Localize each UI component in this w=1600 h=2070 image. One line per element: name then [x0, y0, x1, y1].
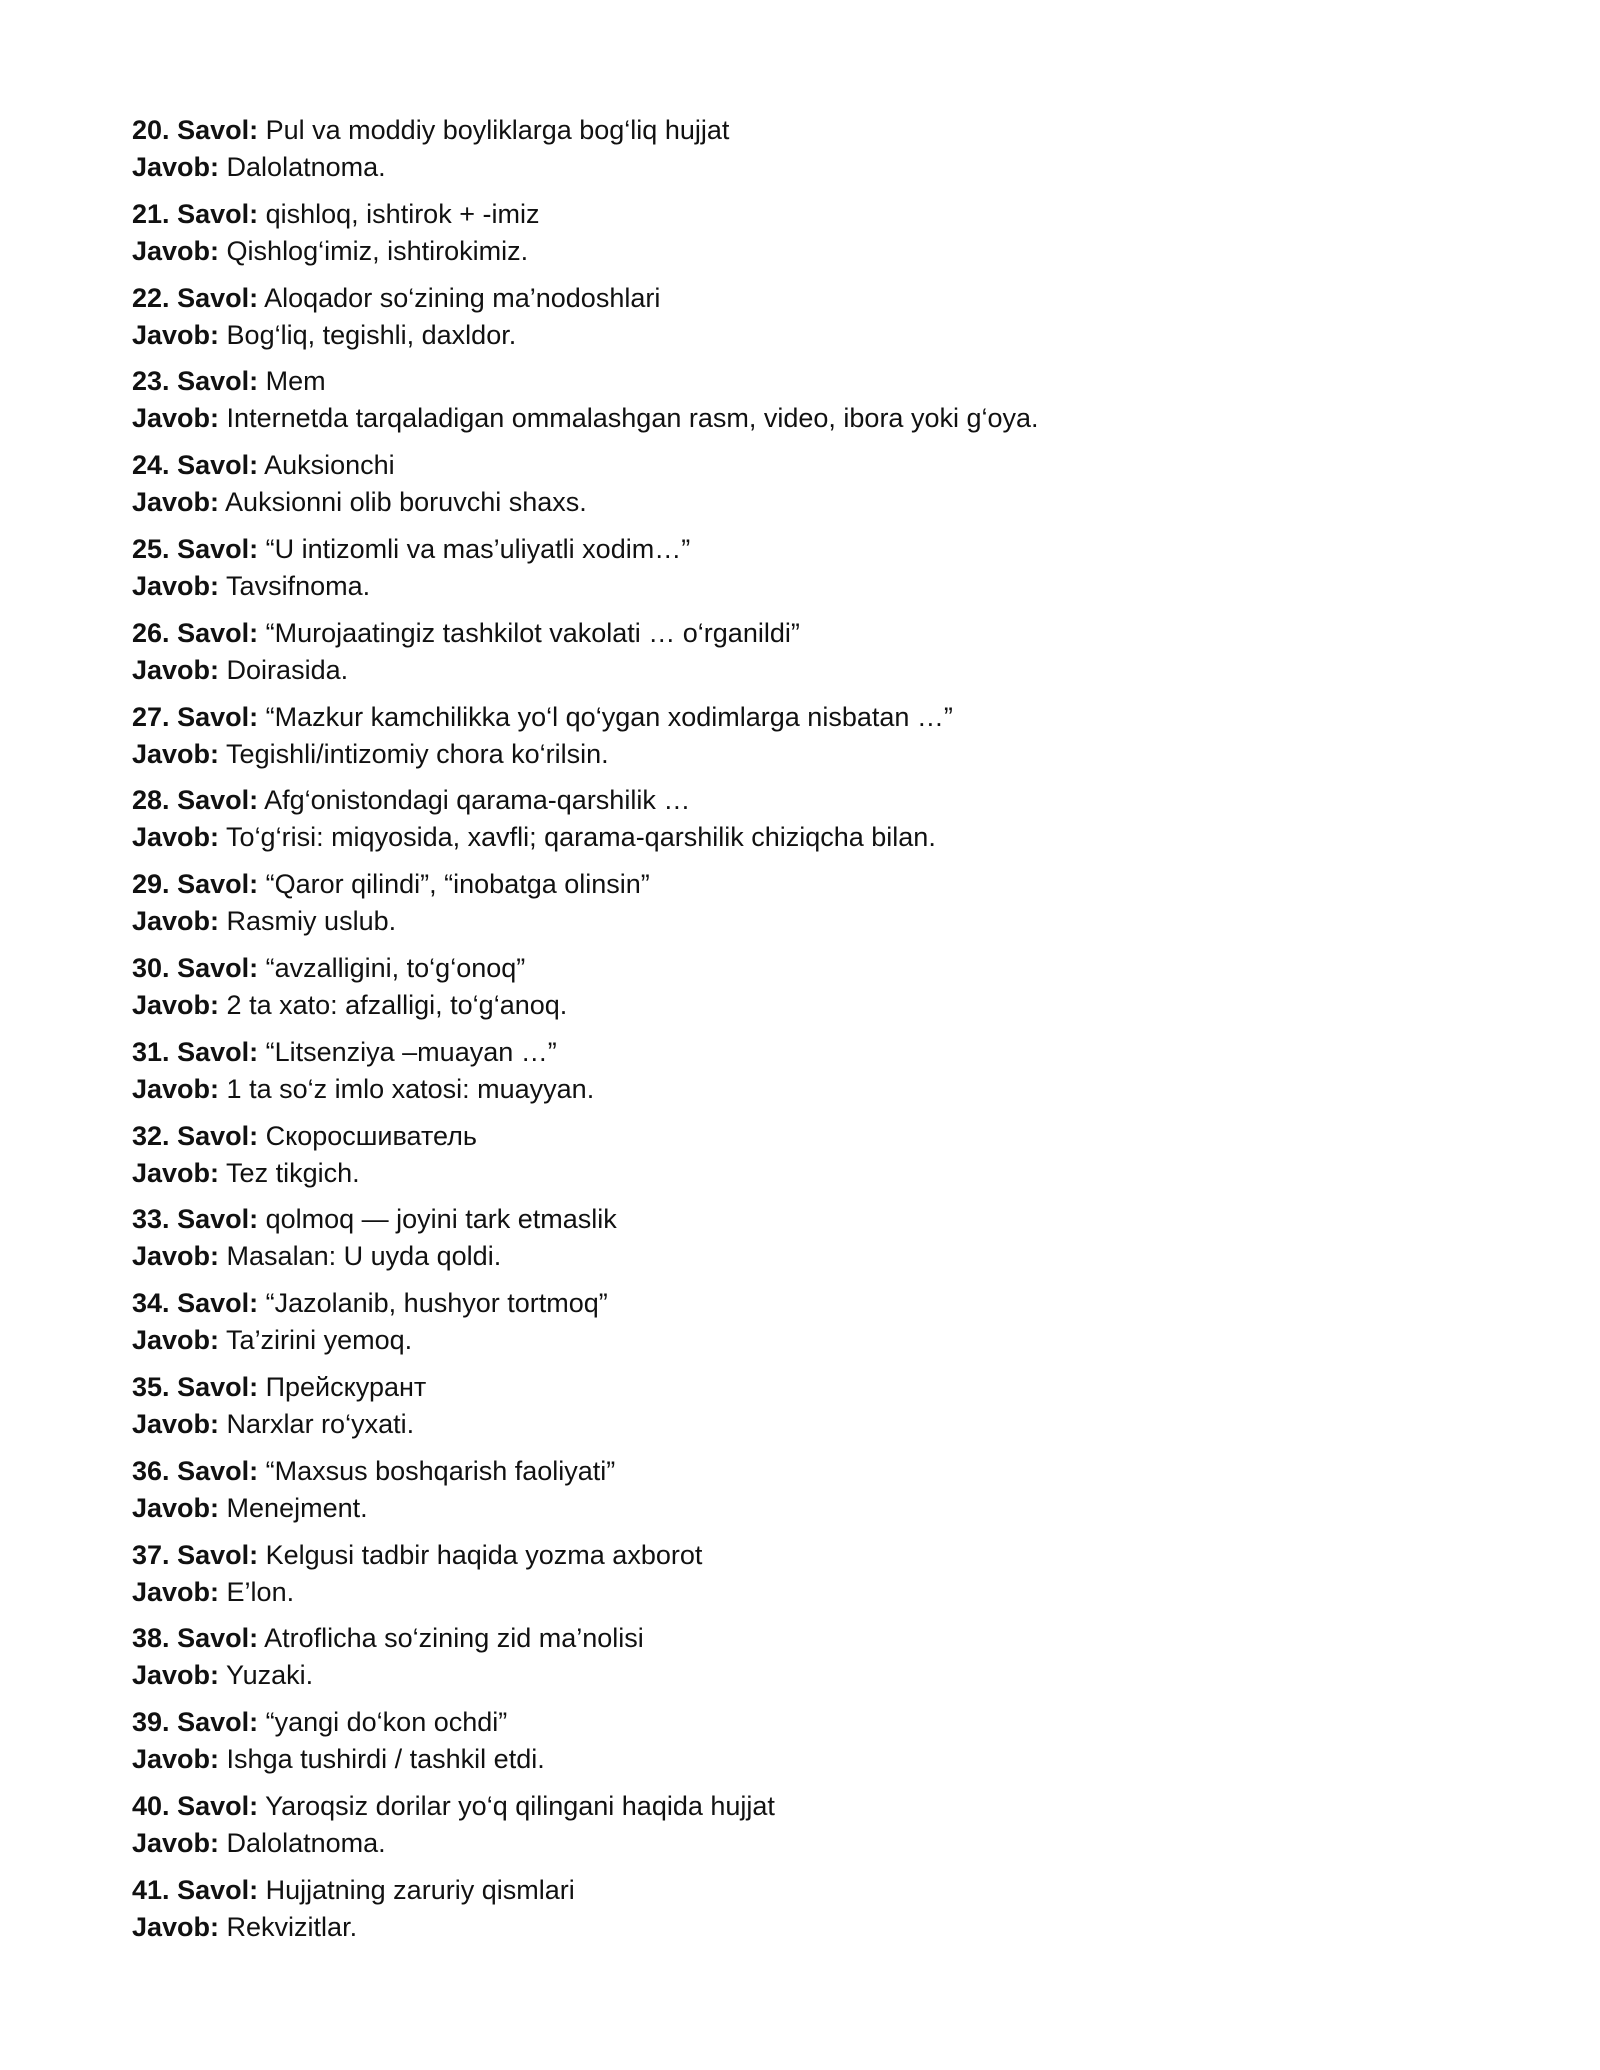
question-number: 20. [132, 115, 170, 145]
answer-label: Javob: [132, 906, 220, 937]
question-label: Savol: [177, 1539, 259, 1570]
qa-item [132, 112, 1532, 186]
question-text: “Jazolanib, hushyor tortmoq” [265, 1288, 608, 1319]
question-number: 26. [132, 617, 170, 648]
answer-text: Masalan: U uyda qoldi. [226, 1241, 502, 1272]
question-text: “avzalligini, to‘g‘onoq” [265, 952, 526, 983]
answer-text: Tavsifnoma. [226, 570, 371, 601]
question-label: Savol: [177, 617, 259, 648]
qa-item [132, 196, 1532, 270]
question-text: “Mazkur kamchilikka yo‘l qo‘ygan xodimlarga nisbatan …” [265, 701, 953, 732]
answer-text: Qishlog‘imiz, ishtirokimiz. [226, 235, 529, 266]
answer-text: E’lon. [226, 1576, 295, 1607]
question-text: Yaroqsiz dorilar yo‘q qilingani haqida hujjat [265, 1790, 775, 1821]
question-text: qolmoq — joyini tark etmaslik [265, 1204, 617, 1235]
answer-label: Javob: [132, 822, 220, 853]
answer-label: Javob: [132, 654, 220, 685]
question-number: 21. [132, 198, 170, 229]
qa-item [132, 1118, 1532, 1192]
question-text: qishloq, ishtirok + -imiz [265, 198, 540, 229]
question-text: Скоросшиватель [265, 1120, 477, 1151]
question-label: Savol: [177, 1623, 259, 1654]
qa-item [132, 280, 1532, 354]
question-line [132, 1369, 1532, 1406]
answer-label: Javob: [132, 1911, 220, 1942]
question-line [132, 1537, 1532, 1574]
answer-text: Yuzaki. [226, 1660, 314, 1691]
question-text: “Murojaatingiz tashkilot vakolati … o‘rganildi” [265, 617, 800, 648]
question-number: 41. [132, 1874, 170, 1905]
answer-line [132, 1657, 1532, 1694]
question-text: “Qaror qilindi”, “inobatga olinsin” [265, 869, 650, 900]
question-label: Savol: [177, 1120, 259, 1151]
answer-label: Javob: [132, 1827, 220, 1858]
qa-item [132, 363, 1532, 437]
question-label: Savol: [177, 366, 259, 397]
question-line [132, 531, 1532, 568]
qa-item [132, 1034, 1532, 1108]
answer-line [132, 819, 1532, 856]
answer-label: Javob: [132, 989, 220, 1020]
question-line [132, 363, 1532, 400]
qa-item [132, 1620, 1532, 1694]
answer-text: 2 ta xato: afzalligi, to‘g‘anoq. [226, 989, 568, 1020]
question-label: Savol: [177, 1036, 259, 1067]
question-label: Savol: [177, 198, 259, 229]
answer-label: Javob: [132, 1660, 220, 1691]
qa-item [132, 1285, 1532, 1359]
question-line [132, 1201, 1532, 1238]
answer-label: Javob: [132, 738, 220, 769]
question-text: “yangi do‘kon ochdi” [265, 1707, 508, 1738]
answer-label: Javob: [132, 1157, 220, 1188]
question-line [132, 782, 1532, 819]
answer-label: Javob: [132, 403, 220, 434]
question-line [132, 1285, 1532, 1322]
question-number: 33. [132, 1204, 170, 1235]
question-label: Savol: [177, 869, 259, 900]
answer-line [132, 400, 1532, 437]
question-label: Savol: [177, 1874, 259, 1905]
answer-line [132, 317, 1532, 354]
question-text: “Litsenziya –muayan …” [265, 1036, 557, 1067]
qa-item [132, 782, 1532, 856]
question-label: Savol: [177, 533, 259, 564]
question-line [132, 1872, 1532, 1909]
answer-text: Tez tikgich. [226, 1157, 360, 1188]
question-text: “U intizomli va mas’uliyatli xodim…” [265, 533, 691, 564]
question-line [132, 1453, 1532, 1490]
question-text: Afg‘onistondagi qarama-qarshilik … [264, 785, 691, 816]
answer-text: Bog‘liq, tegishli, daxldor. [226, 319, 517, 350]
answer-label: Javob: [132, 1492, 220, 1523]
answer-line [132, 987, 1532, 1024]
answer-text: Dalolatnoma. [226, 1827, 386, 1858]
question-number: 27. [132, 701, 170, 732]
question-number: 35. [132, 1371, 170, 1402]
question-number: 31. [132, 1036, 170, 1067]
answer-text: Rasmiy uslub. [226, 906, 397, 937]
question-line [132, 196, 1532, 233]
question-text: Hujjatning zaruriy qismlari [265, 1874, 575, 1905]
question-text: Kelgusi tadbir haqida yozma axborot [265, 1539, 703, 1570]
qa-item [132, 866, 1532, 940]
answer-text: To‘g‘risi: miqyosida, xavfli; qarama-qarshilik chiziqcha bilan. [226, 822, 936, 853]
answer-label: Javob: [132, 1325, 220, 1356]
answer-text: Ta’zirini yemoq. [226, 1325, 413, 1356]
question-number: 24. [132, 450, 170, 481]
question-label: Savol: [177, 1455, 259, 1486]
answer-line [132, 736, 1532, 773]
qa-item [132, 950, 1532, 1024]
qa-item [132, 615, 1532, 689]
qa-item [132, 699, 1532, 773]
answer-line [132, 1322, 1532, 1359]
question-text: “Maxsus boshqarish faoliyati” [265, 1455, 616, 1486]
answer-line [132, 1406, 1532, 1443]
question-label: Savol: [177, 282, 259, 313]
answer-text: Narxlar ro‘yxati. [226, 1408, 415, 1439]
answer-line [132, 1238, 1532, 1275]
qa-item [132, 447, 1532, 521]
question-number: 40. [132, 1790, 170, 1821]
answer-label: Javob: [132, 570, 220, 601]
question-line [132, 950, 1532, 987]
answer-text: Ishga tushirdi / tashkil etdi. [226, 1744, 545, 1775]
question-label: Savol: [177, 1371, 259, 1402]
answer-label: Javob: [132, 1576, 220, 1607]
question-number: 23. [132, 366, 170, 397]
answer-line [132, 484, 1532, 521]
answer-line [132, 1741, 1532, 1778]
question-text: Auksionchi [264, 450, 395, 481]
answer-label: Javob: [132, 235, 220, 266]
answer-line [132, 149, 1532, 186]
question-line [132, 112, 1532, 149]
answer-label: Javob: [132, 152, 220, 182]
qa-item [132, 1788, 1532, 1862]
question-number: 29. [132, 869, 170, 900]
answer-label: Javob: [132, 487, 220, 518]
question-label: Savol: [177, 785, 259, 816]
qa-item [132, 531, 1532, 605]
qa-item [132, 1201, 1532, 1275]
question-line [132, 699, 1532, 736]
answer-text: Doirasida. [226, 654, 349, 685]
question-label: Savol: [177, 1288, 259, 1319]
question-number: 32. [132, 1120, 170, 1151]
answer-label: Javob: [132, 1408, 220, 1439]
answer-line [132, 1574, 1532, 1611]
question-label: Savol: [177, 1204, 259, 1235]
answer-label: Javob: [132, 1744, 220, 1775]
answer-text: Menejment. [226, 1492, 368, 1523]
answer-line [132, 1825, 1532, 1862]
question-number: 30. [132, 952, 170, 983]
answer-line [132, 1490, 1532, 1527]
question-line [132, 615, 1532, 652]
question-number: 25. [132, 533, 170, 564]
answer-text: Rekvizitlar. [226, 1911, 358, 1942]
answer-line [132, 652, 1532, 689]
question-number: 34. [132, 1288, 170, 1319]
question-label: Savol: [177, 115, 259, 145]
qa-item [132, 1537, 1532, 1611]
answer-text: Internetda tarqaladigan ommalashgan rasm, video, ibora yoki g‘oya. [226, 403, 1039, 434]
qa-item [132, 1704, 1532, 1778]
answer-text: Tegishli/intizomiy chora ko‘rilsin. [226, 738, 609, 769]
question-line [132, 1118, 1532, 1155]
question-line [132, 1620, 1532, 1657]
answer-line [132, 233, 1532, 270]
question-number: 22. [132, 282, 170, 313]
question-line [132, 866, 1532, 903]
answer-line [132, 1071, 1532, 1108]
question-label: Savol: [177, 1707, 259, 1738]
question-label: Savol: [177, 1790, 259, 1821]
answer-label: Javob: [132, 1073, 220, 1104]
question-text: Atroflicha so‘zining zid ma’nolisi [264, 1623, 644, 1654]
answer-line [132, 1155, 1532, 1192]
question-text: Aloqador so‘zining ma’nodoshlari [264, 282, 661, 313]
question-line [132, 447, 1532, 484]
question-text: Mem [265, 366, 326, 397]
question-number: 28. [132, 785, 170, 816]
question-number: 38. [132, 1623, 170, 1654]
question-number: 37. [132, 1539, 170, 1570]
question-label: Savol: [177, 450, 259, 481]
question-line [132, 1788, 1532, 1825]
qa-item [132, 1453, 1532, 1527]
question-line [132, 1704, 1532, 1741]
question-line [132, 1034, 1532, 1071]
question-text: Прейскурант [265, 1371, 427, 1402]
answer-label: Javob: [132, 1241, 220, 1272]
qa-item [132, 1369, 1532, 1443]
answer-text: Auksionni olib boruvchi shaxs. [225, 487, 587, 518]
answer-text: Dalolatnoma. [226, 152, 386, 182]
qa-item [132, 1872, 1532, 1946]
answer-line [132, 903, 1532, 940]
answer-text: 1 ta so‘z imlo xatosi: muayyan. [226, 1073, 595, 1104]
question-number: 39. [132, 1707, 170, 1738]
question-label: Savol: [177, 952, 259, 983]
question-number: 36. [132, 1455, 170, 1486]
question-line [132, 280, 1532, 317]
answer-line [132, 568, 1532, 605]
question-text: Pul va moddiy boyliklarga bog‘liq hujjat [265, 115, 730, 145]
document-page [132, 112, 1532, 1956]
answer-line [132, 1909, 1532, 1946]
answer-label: Javob: [132, 319, 220, 350]
question-label: Savol: [177, 701, 259, 732]
